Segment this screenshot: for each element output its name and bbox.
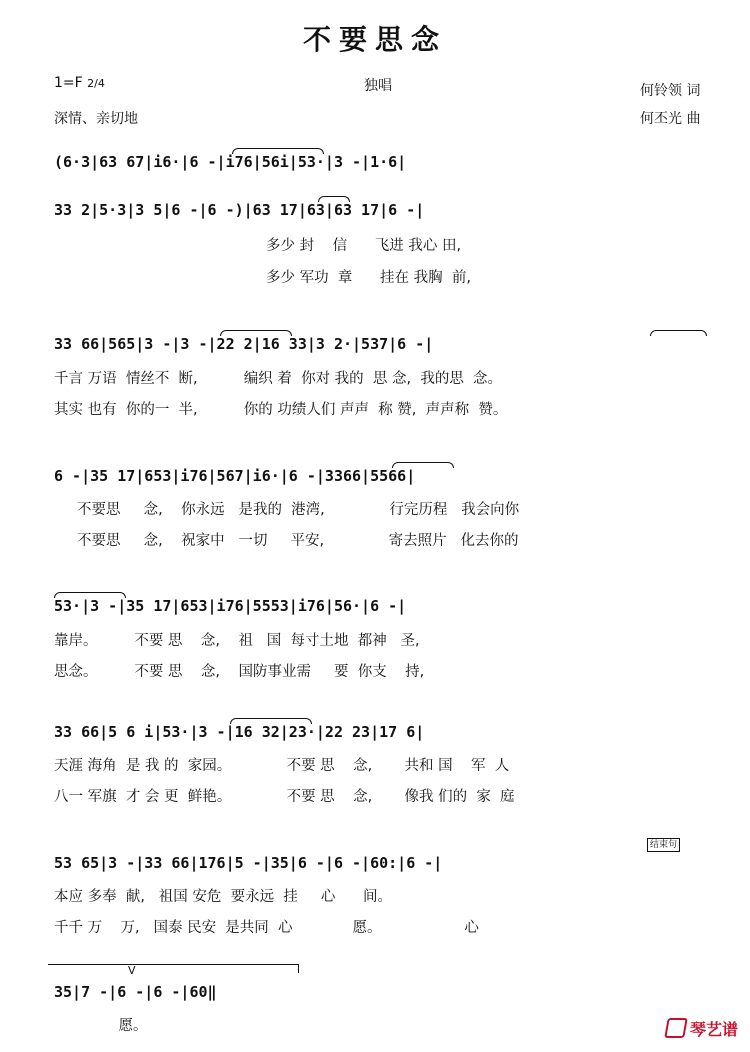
breath-mark: V <box>128 964 136 977</box>
lyric-line-7a: 本应 多奉 献, 祖国 安危 要永远 挂 心 间。 <box>54 889 393 905</box>
time-signature: 2/4 <box>87 77 105 90</box>
slur-mark <box>54 592 126 598</box>
notation-line-8: 35|7 -|6 -|6 -|60‖ <box>54 983 217 1001</box>
lyric-line-2b: 多少 军功 章 挂在 我胸 前, <box>54 270 471 286</box>
lyric-line-5a: 靠岸。 不要 思 念, 祖 国 每寸土地 都神 圣, <box>54 633 420 649</box>
composer-credit: 何丕光 曲 <box>640 111 701 127</box>
key-label: 1=F <box>54 75 83 91</box>
key-signature <box>54 75 105 91</box>
notation-line-1: (6·3|63 67|i6·|6 -|i76|56i|53·|3 -|1·6| <box>54 153 407 171</box>
lyricist-credit: 何铃领 词 <box>640 83 701 99</box>
lyric-line-4a: 不要思 念, 你永远 是我的 港湾, 行完历程 我会向你 <box>54 502 520 518</box>
notation-line-3: 33 66|565|3 -|3 -|22 2|16 33|3 2·|537|6 -| <box>54 335 434 353</box>
lyric-line-5b: 思念。 不要 思 念, 国防事业需 要 你支 持, <box>54 664 425 680</box>
volta-ending-label: 结束句 <box>647 838 680 852</box>
lyric-line-8: 愿。 <box>54 1018 148 1034</box>
notation-line-5: 53·|3 -|35 17|653|i76|5553|i76|56·|6 -| <box>54 597 407 615</box>
lyric-line-3a: 千言 万语 情丝不 断, 编织 着 你对 我的 思 念, 我的思 念。 <box>54 371 503 387</box>
slur-mark <box>232 148 324 154</box>
song-title: 不要思念 <box>302 23 447 56</box>
slur-mark <box>220 330 292 336</box>
slur-mark <box>650 330 707 336</box>
slur-mark <box>318 196 350 202</box>
watermark-text: 琴艺谱 <box>689 1020 738 1039</box>
lyric-line-2a: 多少 封 信 飞进 我心 田, <box>54 238 462 254</box>
performance-type: 独唱 <box>364 78 392 94</box>
notation-line-7: 53 65|3 -|33 66|176|5 -|35|6 -|6 -|60:|6 -| <box>54 854 443 872</box>
tempo-expression: 深情、亲切地 <box>54 111 138 127</box>
lyric-line-7b: 千千 万 万, 国泰 民安 是共同 心 愿。 心 <box>54 920 479 936</box>
notation-line-4: 6 -|35 17|653|i76|567|i6·|6 -|3366|5566| <box>54 467 416 485</box>
notation-line-2: 33 2|5·3|3 5|6 -|6 -)|63 17|63|63 17|6 -| <box>54 201 425 219</box>
watermark-logo <box>666 1017 738 1040</box>
lyric-line-3b: 其实 也有 你的一 半, 你的 功绩人们 声声 称 赞, 声声称 赞。 <box>54 402 508 418</box>
notation-line-6: 33 66|5 6 i|53·|3 -|16 32|23·|22 23|17 6| <box>54 723 425 741</box>
volta-bracket <box>48 964 299 973</box>
slur-mark <box>230 718 312 724</box>
lyric-line-6b: 八一 军旗 才 会 更 鲜艳。 不要 思 念, 像我 们的 家 庭 <box>54 789 515 805</box>
slur-mark <box>392 462 454 468</box>
logo-icon <box>664 1018 688 1038</box>
lyric-line-4b: 不要思 念, 祝家中 一切 平安, 寄去照片 化去你的 <box>54 533 519 549</box>
lyric-line-6a: 天涯 海角 是 我 的 家园。 不要 思 念, 共和 国 军 人 <box>54 758 510 774</box>
